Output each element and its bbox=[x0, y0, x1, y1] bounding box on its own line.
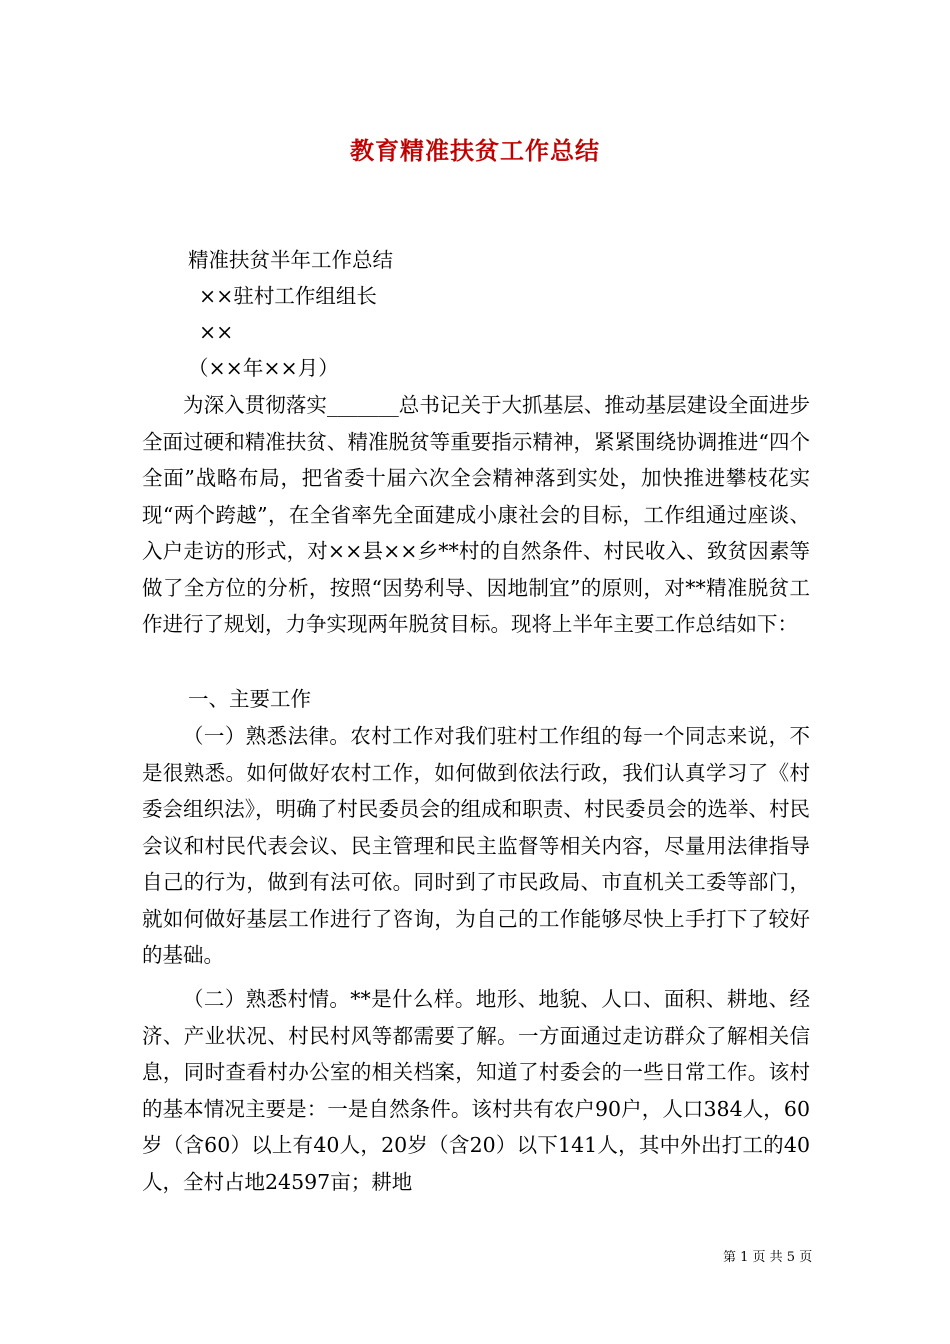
page-title: 教育精准扶贫工作总结 bbox=[350, 136, 600, 165]
section-heading: 一、主要工作 bbox=[188, 687, 311, 711]
document-date: （××年××月） bbox=[188, 356, 339, 380]
author-name: ×× bbox=[199, 320, 234, 344]
author-position: ××驻村工作组组长 bbox=[199, 284, 377, 308]
paragraph-law: （一）熟悉法律。农村工作对我们驻村工作组的每一个同志来说，不是很熟悉。如何做好农村工作，如何做到依法行政，我们认真学习了《村委会组织法》，明确了村民委员会的组成和职责、村民委员会的选举、村民会议和村民代表会议、民主管理和民主监督等相关内容，尽量用法律指导自己的行为，做到有法可依。同时到了市民政局、市直机关工委等部门，就如何做好基层工作进行了咨询，为自己的工作能够尽快上手打下了较好的基础。 bbox=[142, 724, 810, 967]
paragraph-village: （二）熟悉村情。**是什么样。地形、地貌、人口、面积、耕地、经济、产业状况、村民村风等都需要了解。一方面通过走访群众了解相关信息，同时查看村办公室的相关档案，知道了村委会的一些日常工作。该村的基本情况主要是：一是自然条件。该村共有农户90户，人口384人，60岁（含60）以上有40人，20岁（含20）以下141人，其中外出打工的40人，全村占地24597亩；耕地 bbox=[142, 987, 810, 1194]
paragraph-intro: 为深入贯彻落实_______总书记关于大抓基层、推动基层建设全面进步全面过硬和精准扶贫、精准脱贫等重要指示精神，紧紧围绕协调推进“四个全面”战略布局，把省委十届六次全会精神落到实处，加快推进攀枝花实现“两个跨越”，在全省率先全面建成小康社会的目标，工作组通过座谈、入户走访的形式，对××县××乡**村的自然条件、村民收入、致贫因素等做了全方位的分析，按照“因势利导、因地制宜”的原则，对**精准脱贫工作进行了规划，力争实现两年脱贫目标。现将上半年主要工作总结如下： bbox=[142, 393, 810, 636]
page-footer: 第 1 页 共 5 页 bbox=[723, 1250, 813, 1265]
document-subtitle: 精准扶贫半年工作总结 bbox=[188, 248, 393, 272]
